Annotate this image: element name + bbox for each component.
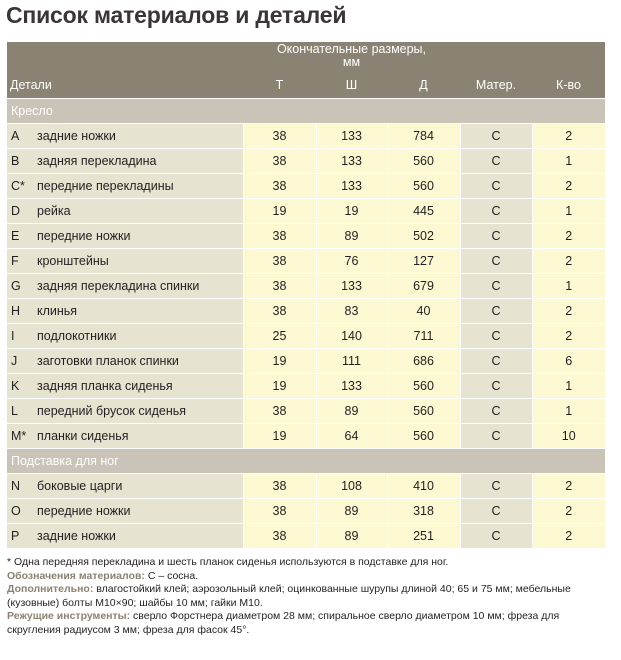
length-cell: 686 xyxy=(387,349,460,374)
quantity-column-header: К-во xyxy=(532,71,605,99)
length-cell: 127 xyxy=(387,249,460,274)
quantity-cell: 1 xyxy=(532,199,605,224)
width-cell: 89 xyxy=(316,524,387,549)
material-cell: C xyxy=(460,199,532,224)
thickness-column-header: Т xyxy=(243,71,316,99)
width-cell: 89 xyxy=(316,399,387,424)
quantity-cell: 2 xyxy=(532,324,605,349)
quantity-cell: 2 xyxy=(532,174,605,199)
table-row xyxy=(7,299,605,324)
quantity-cell: 1 xyxy=(532,274,605,299)
thickness-cell: 38 xyxy=(243,124,316,149)
table-row xyxy=(7,524,605,549)
table-row xyxy=(7,149,605,174)
table-row xyxy=(7,174,605,199)
width-cell: 19 xyxy=(316,199,387,224)
section-title: Кресло xyxy=(7,99,605,124)
part-letter: O xyxy=(7,499,33,524)
thickness-cell: 38 xyxy=(243,249,316,274)
table-row xyxy=(7,199,605,224)
material-cell: C xyxy=(460,399,532,424)
part-name: передний брусок сиденья xyxy=(33,399,243,424)
part-name: подлокотники xyxy=(33,324,243,349)
width-cell: 89 xyxy=(316,224,387,249)
footnote: * Одна передняя перекладина и шесть планок сиденья используются в подставке для ног. xyxy=(7,556,449,568)
width-cell: 89 xyxy=(316,499,387,524)
part-letter: J xyxy=(7,349,33,374)
tools-label: Режущие инструменты: xyxy=(7,610,131,622)
table-row xyxy=(7,399,605,424)
width-cell: 133 xyxy=(316,149,387,174)
part-name: задняя перекладина спинки xyxy=(33,274,243,299)
part-letter: B xyxy=(7,149,33,174)
thickness-cell: 38 xyxy=(243,274,316,299)
length-cell: 40 xyxy=(387,299,460,324)
thickness-cell: 38 xyxy=(243,399,316,424)
part-name: задняя планка сиденья xyxy=(33,374,243,399)
thickness-cell: 38 xyxy=(243,524,316,549)
part-name: заготовки планок спинки xyxy=(33,349,243,374)
section-row xyxy=(7,99,605,124)
table-row xyxy=(7,499,605,524)
material-cell: C xyxy=(460,349,532,374)
part-name: задние ножки xyxy=(33,524,243,549)
material-cell: C xyxy=(460,299,532,324)
material-cell: C xyxy=(460,524,532,549)
material-cell: C xyxy=(460,499,532,524)
width-cell: 108 xyxy=(316,474,387,499)
section-title: Подставка для ног xyxy=(7,449,605,474)
part-letter: P xyxy=(7,524,33,549)
page-title: Список материалов и деталей xyxy=(6,2,347,28)
width-cell: 64 xyxy=(316,424,387,449)
additional-label: Дополнительно: xyxy=(7,583,94,595)
material-column-header: Матер. xyxy=(460,71,532,99)
material-cell: C xyxy=(460,124,532,149)
part-name: задняя перекладина xyxy=(33,149,243,174)
part-letter: A xyxy=(7,124,33,149)
thickness-cell: 38 xyxy=(243,474,316,499)
quantity-cell: 1 xyxy=(532,149,605,174)
part-letter: G xyxy=(7,274,33,299)
part-name: клинья xyxy=(33,299,243,324)
part-letter: E xyxy=(7,224,33,249)
quantity-cell: 2 xyxy=(532,524,605,549)
material-cell: C xyxy=(460,424,532,449)
material-cell: C xyxy=(460,274,532,299)
table-row xyxy=(7,274,605,299)
part-name: рейка xyxy=(33,199,243,224)
quantity-cell: 2 xyxy=(532,499,605,524)
part-letter: L xyxy=(7,399,33,424)
thickness-cell: 19 xyxy=(243,349,316,374)
tools-text: сверло Форстнера диаметром 28 мм; спиральное сверло диаметром 10 мм; фреза для скругления радиусом 3 мм; фреза для фасок 45°. xyxy=(7,610,560,636)
materials-note xyxy=(7,570,615,584)
length-cell: 410 xyxy=(387,474,460,499)
additional-note xyxy=(7,583,615,610)
width-cell: 133 xyxy=(316,124,387,149)
quantity-cell: 2 xyxy=(532,224,605,249)
notes xyxy=(7,556,615,637)
part-name: задние ножки xyxy=(33,124,243,149)
material-cell: C xyxy=(460,174,532,199)
table-row xyxy=(7,249,605,274)
part-letter: N xyxy=(7,474,33,499)
width-cell: 83 xyxy=(316,299,387,324)
length-cell: 679 xyxy=(387,274,460,299)
details-column-header: Детали xyxy=(7,71,243,99)
section-row xyxy=(7,449,605,474)
quantity-cell: 2 xyxy=(532,474,605,499)
length-cell: 560 xyxy=(387,424,460,449)
table-row xyxy=(7,424,605,449)
material-cell: C xyxy=(460,149,532,174)
width-cell: 111 xyxy=(316,349,387,374)
table-row xyxy=(7,224,605,249)
material-cell: C xyxy=(460,224,532,249)
table-row xyxy=(7,349,605,374)
table-row xyxy=(7,324,605,349)
thickness-cell: 19 xyxy=(243,424,316,449)
table-row xyxy=(7,124,605,149)
length-cell: 560 xyxy=(387,174,460,199)
final-dimensions-header: Окончательные размеры, мм xyxy=(276,42,427,69)
quantity-cell: 1 xyxy=(532,399,605,424)
length-cell: 318 xyxy=(387,499,460,524)
part-name: планки сиденья xyxy=(33,424,243,449)
material-cell: C xyxy=(460,249,532,274)
thickness-cell: 38 xyxy=(243,499,316,524)
thickness-cell: 38 xyxy=(243,224,316,249)
quantity-cell: 2 xyxy=(532,299,605,324)
part-letter: K xyxy=(7,374,33,399)
thickness-cell: 38 xyxy=(243,149,316,174)
materials-label: Обозначения материалов: xyxy=(7,569,145,582)
thickness-cell: 38 xyxy=(243,299,316,324)
length-cell: 711 xyxy=(387,324,460,349)
part-name: передние ножки xyxy=(33,499,243,524)
part-name: боковые царги xyxy=(33,474,243,499)
table-row xyxy=(7,474,605,499)
quantity-cell: 6 xyxy=(532,349,605,374)
width-cell: 133 xyxy=(316,174,387,199)
part-name: кронштейны xyxy=(33,249,243,274)
material-cell: C xyxy=(460,374,532,399)
length-cell: 784 xyxy=(387,124,460,149)
length-cell: 251 xyxy=(387,524,460,549)
part-letter: I xyxy=(7,324,33,349)
length-cell: 560 xyxy=(387,399,460,424)
part-letter: C* xyxy=(7,174,33,199)
quantity-cell: 2 xyxy=(532,249,605,274)
parts-table xyxy=(7,42,605,549)
width-column-header: Ш xyxy=(316,71,387,99)
width-cell: 140 xyxy=(316,324,387,349)
length-cell: 560 xyxy=(387,374,460,399)
width-cell: 133 xyxy=(316,374,387,399)
width-cell: 133 xyxy=(316,274,387,299)
length-cell: 445 xyxy=(387,199,460,224)
thickness-cell: 38 xyxy=(243,174,316,199)
thickness-cell: 19 xyxy=(243,199,316,224)
table-body xyxy=(7,99,605,549)
material-cell: C xyxy=(460,474,532,499)
part-letter: F xyxy=(7,249,33,274)
quantity-cell: 2 xyxy=(532,124,605,149)
quantity-cell: 10 xyxy=(532,424,605,449)
thickness-cell: 19 xyxy=(243,374,316,399)
thickness-cell: 25 xyxy=(243,324,316,349)
part-letter: D xyxy=(7,199,33,224)
part-letter: H xyxy=(7,299,33,324)
part-name: передние перекладины xyxy=(33,174,243,199)
width-cell: 76 xyxy=(316,249,387,274)
quantity-cell: 1 xyxy=(532,374,605,399)
length-cell: 560 xyxy=(387,149,460,174)
length-column-header: Д xyxy=(387,71,460,99)
part-letter: M* xyxy=(7,424,33,449)
tools-note xyxy=(7,610,615,637)
length-cell: 502 xyxy=(387,224,460,249)
materials-text: С – сосна. xyxy=(144,569,199,582)
material-cell: C xyxy=(460,324,532,349)
table-row xyxy=(7,374,605,399)
part-name: передние ножки xyxy=(33,224,243,249)
additional-text: влагостойкий клей; аэрозольный клей; оцинкованные шурупы длиной 40; 65 и 75 мм; мебельные (кузовные) болты М10×90; шайбы 10 мм; гайки М10. xyxy=(7,583,571,609)
table-header xyxy=(7,42,605,99)
